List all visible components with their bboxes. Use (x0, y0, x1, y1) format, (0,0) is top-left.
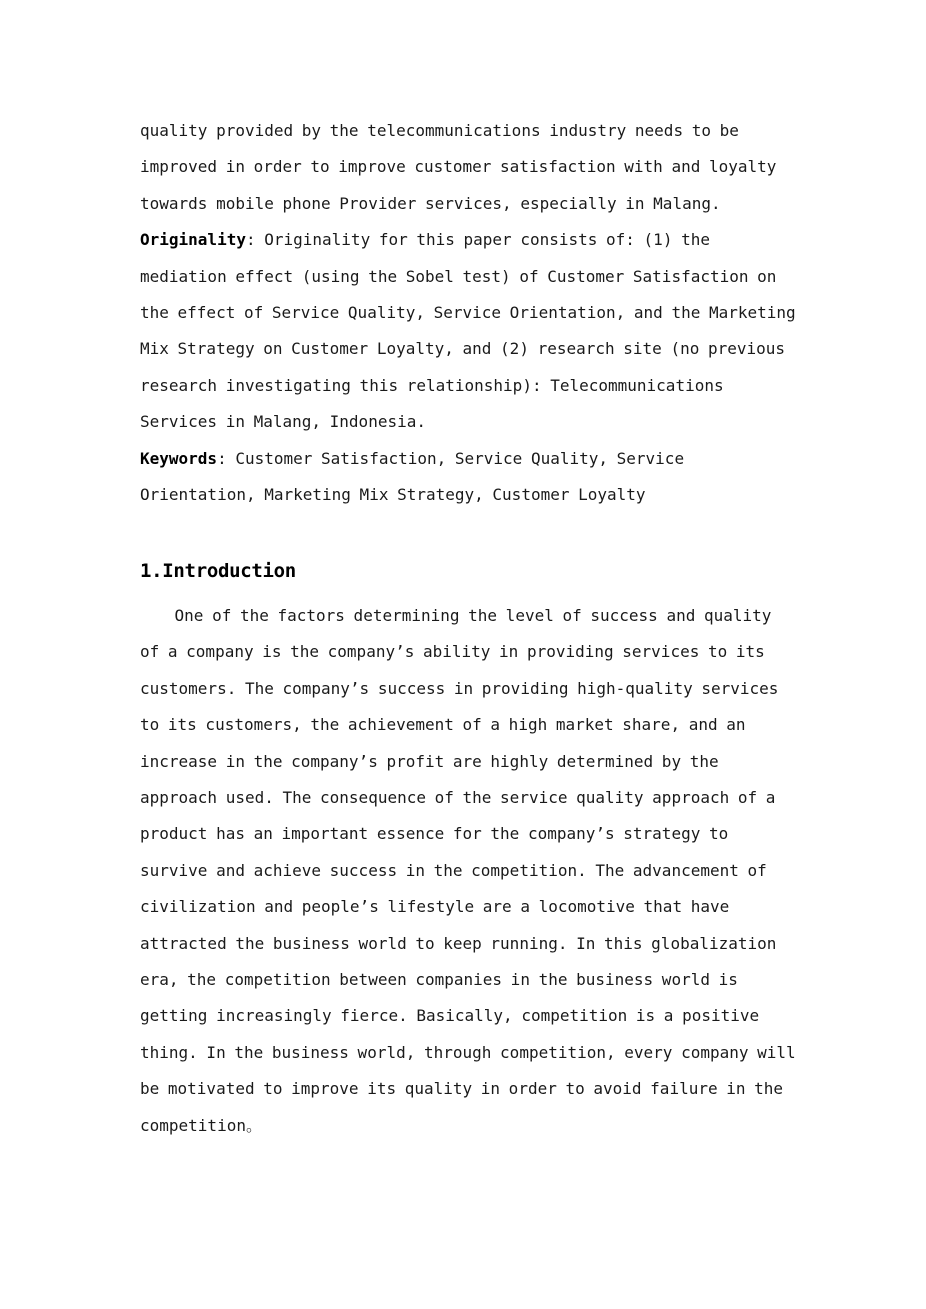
text-line: One of the factors determining the level of success and quality (140, 606, 772, 625)
text-line: thing. In the business world, through competition, every company will (140, 1042, 796, 1062)
introduction-body (140, 598, 796, 1144)
text-line: the effect of Service Quality, Service Orientation, and the Marketing (140, 303, 796, 323)
keywords-text: : Customer Satisfaction, Service Quality, Service (217, 448, 685, 468)
text-line (140, 222, 796, 258)
text-line: getting increasingly fierce. Basically, competition is a positive (140, 1006, 760, 1026)
text-line: increase in the company’s profit are highly determined by the (140, 751, 719, 771)
introduction-paragraph (140, 598, 796, 1144)
abstract-block (140, 113, 796, 513)
text-line: to its customers, the achievement of a high market share, and an (140, 715, 746, 735)
text-line: towards mobile phone Provider services, especially in Malang. (140, 193, 721, 213)
text-line: improved in order to improve customer satisfaction with and loyalty (140, 157, 777, 177)
text-line: be motivated to improve its quality in order to avoid failure in the (140, 1079, 784, 1099)
originality-text: : Originality for this paper consists of: (1) the (245, 230, 710, 250)
text-line: customers. The company’s success in providing high-quality services (140, 678, 779, 698)
text-line: Services in Malang, Indonesia. (140, 412, 426, 432)
text-line: attracted the business world to keep running. In this globalization (140, 933, 777, 953)
keywords-paragraph (140, 441, 796, 514)
text-line: era, the competition between companies in the business world is (140, 970, 738, 990)
text-line: of a company is the company’s ability in providing services to its (140, 642, 765, 662)
text-line: Orientation, Marketing Mix Strategy, Customer Loyalty (140, 485, 646, 505)
abstract-continuation (140, 113, 796, 222)
text-line: research investigating this relationship): Telecommunications (140, 375, 724, 395)
text-line: product has an important essence for the company’s strategy to (140, 824, 729, 844)
text-line: survive and achieve success in the competition. The advancement of (140, 860, 767, 880)
text-line (140, 441, 796, 477)
keywords-label: Keywords (140, 448, 218, 468)
text-line: quality provided by the telecommunications industry needs to be (140, 121, 739, 140)
originality-paragraph (140, 222, 796, 440)
text-line: competition。 (140, 1115, 262, 1135)
text-line: civilization and people’s lifestyle are a locomotive that have (140, 897, 730, 917)
section-heading: 1.Introduction (140, 560, 296, 582)
text-line: mediation effect (using the Sobel test) of Customer Satisfaction on (140, 266, 777, 286)
text-line: approach used. The consequence of the service quality approach of a (140, 788, 776, 808)
originality-label: Originality (140, 230, 246, 250)
text-line: Mix Strategy on Customer Loyalty, and (2) research site (no previous (140, 339, 786, 359)
